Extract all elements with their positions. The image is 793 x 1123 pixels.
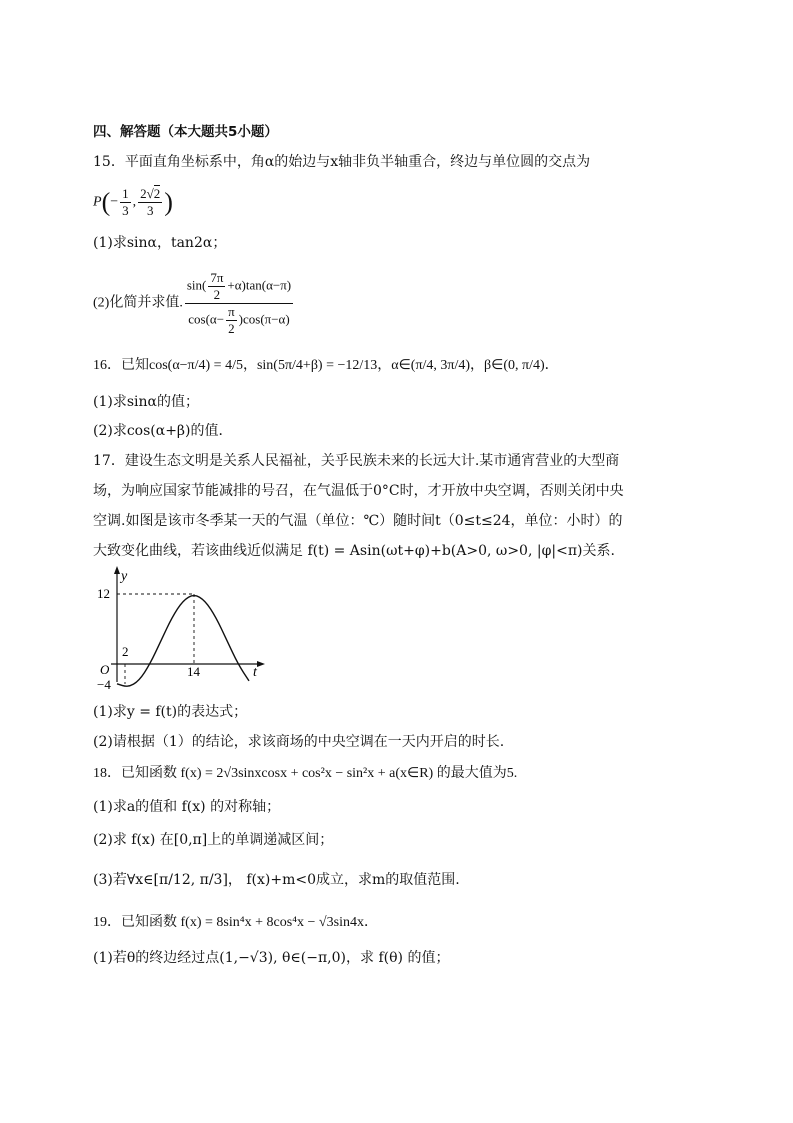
q16-part1: (1)求sinα的值； bbox=[93, 394, 199, 410]
x-axis-label: t bbox=[253, 665, 257, 680]
x-tick-2: 2 bbox=[122, 644, 129, 659]
q15-point: P(− $\frac{1}{3}$ , $\frac{2√2}{3}$ ) bbox=[93, 186, 173, 218]
q16-stem: 16．已知cos(α−π/4) = 4/5，sin(5π/4+β) = −12/13，α∈(π/4, 3π/4)，β∈(0, π/4)． bbox=[93, 358, 559, 373]
q17-line4: 大致变化曲线，若该曲线近似满足 f(t) = Asin(ωt+φ)+b(A>0, ω>0, |φ|<π)关系. bbox=[93, 543, 615, 559]
q16-part2: (2)求cos(α+β)的值． bbox=[93, 423, 233, 439]
y-tick-12: 12 bbox=[97, 586, 110, 601]
y-axis-arrow bbox=[114, 566, 120, 574]
q15-stem bbox=[93, 152, 590, 172]
origin-label: O bbox=[100, 662, 110, 677]
q18-part3: (3)若∀x∈[π/12, π/3]， f(x)+m<0成立，求m的取值范围. bbox=[93, 872, 460, 888]
q17-line3: 空调.如图是该市冬季某一天的气温（单位：℃）随时间t（0≤t≤24，单位：小时）的 bbox=[93, 513, 623, 529]
q15-part2-prefix: (2)化简并求值. bbox=[93, 295, 183, 311]
q18-stem: 18．已知函数 f(x) = 2√3sinxcosx + cos²x − sin²x + a(x∈R) 的最大值为5. bbox=[93, 766, 518, 781]
q15-part1: (1)求sinα，tan2α； bbox=[93, 235, 227, 251]
q17-line2: 场，为响应国家节能减排的号召，在气温低于0°C时，才开放中央空调，否则关闭中央 bbox=[93, 483, 624, 499]
q15-part2: (2)化简并求值. sin( $\frac{7\pi}{2}$ +α)tan(α−π) cos(α− $\frac{\pi}{2}$ )cos(π−α) bbox=[93, 270, 292, 336]
q19-stem: 19．已知函数 f(x) = 8sin⁴x + 8cos⁴x − √3sin4x． bbox=[93, 915, 378, 930]
q18-part1: (1)求a的值和 f(x) 的对称轴； bbox=[93, 799, 281, 815]
section-title: 四、解答题（本大题共5小题） bbox=[93, 124, 278, 140]
temperature-curve bbox=[117, 596, 249, 687]
x-tick-14: 14 bbox=[187, 664, 200, 679]
q18-part2: (2)求 f(x) 在[0,π]上的单调递减区间； bbox=[93, 832, 334, 848]
y-tick-neg4: −4 bbox=[97, 677, 111, 692]
q19-part1: (1)若θ的终边经过点(1,−√3), θ∈(−π,0)，求 f(θ) 的值； bbox=[93, 950, 450, 966]
q17-part2: (2)请根据（1）的结论，求该商场的中央空调在一天内开启的时长. bbox=[93, 734, 505, 750]
y-axis-label: y bbox=[121, 569, 128, 584]
q17-part1: (1)求y = f(t)的表达式； bbox=[93, 704, 248, 720]
x-axis-arrow bbox=[257, 661, 265, 667]
q15-stem-text: 15．平面直角坐标系中，角α的始边与x轴非负半轴重合，终边与单位圆的交点为 bbox=[93, 154, 591, 170]
temperature-graph bbox=[93, 562, 273, 692]
q17-line1: 17．建设生态文明是关系人民福祉，关乎民族未来的长远大计.某市通宵营业的大型商 bbox=[93, 453, 620, 469]
